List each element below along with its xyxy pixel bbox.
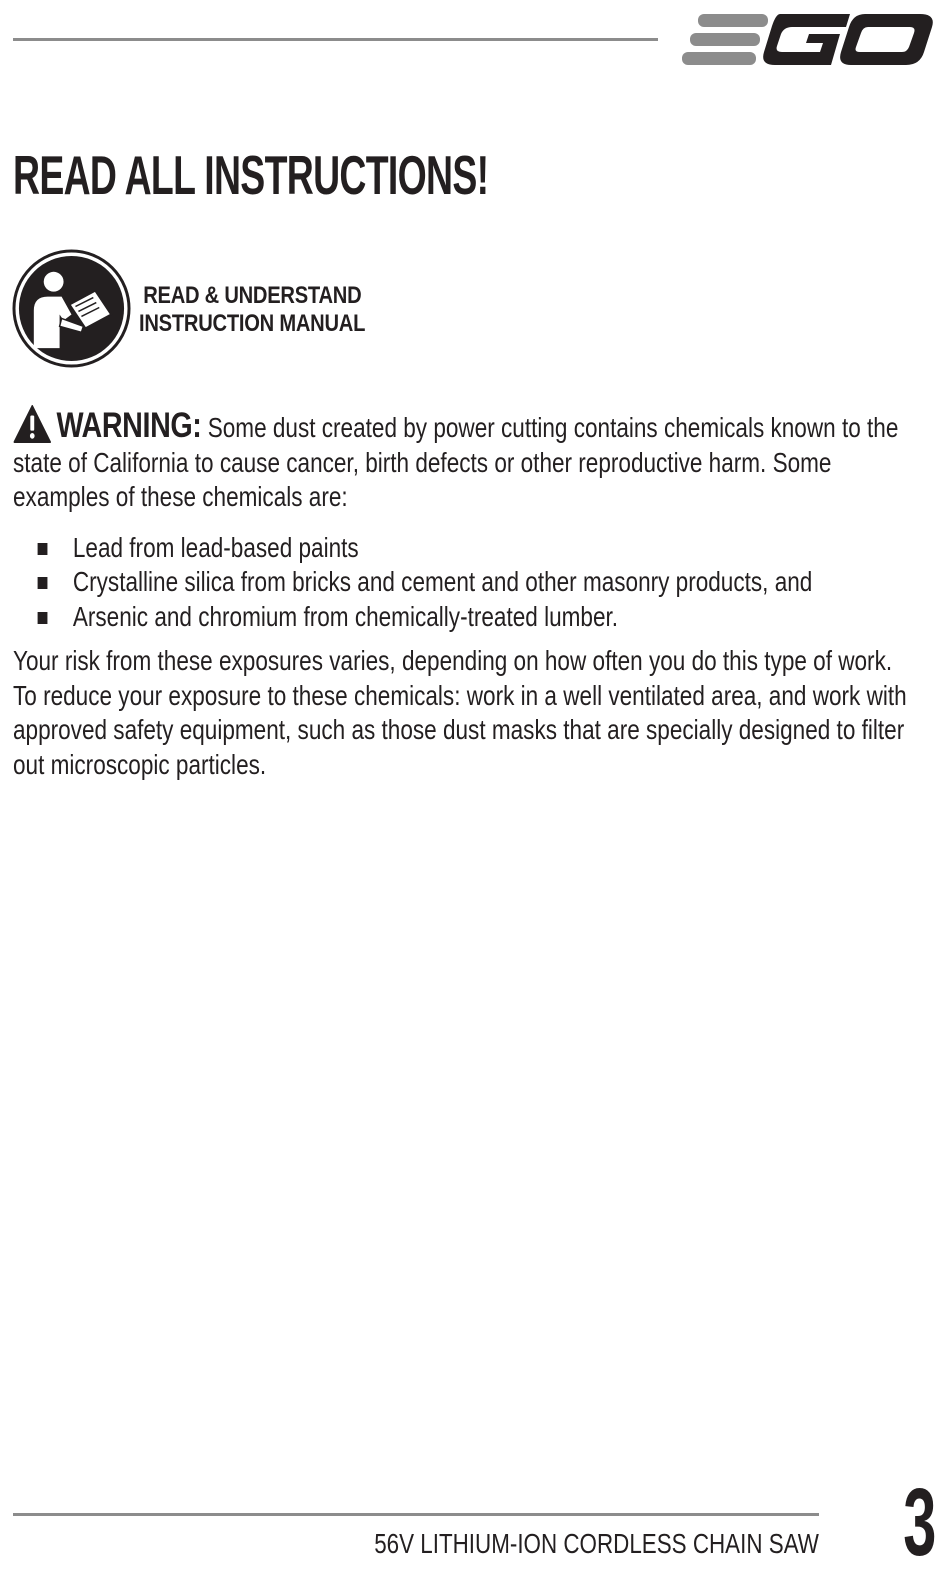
list-item-text: Arsenic and chromium from chemically-treated lumber. [72, 600, 619, 632]
chemical-examples-list [13, 531, 915, 635]
manual-caption [139, 282, 365, 338]
page-number: 3 [902, 1469, 936, 1576]
manual-caption-line1: READ & UNDERSTAND [143, 282, 362, 309]
warning-intro-text: Some dust created by power cutting contains chemicals known to the state of California to cause cancer, birth defects or other reproductive harm. Some examples of these chemicals are: [13, 412, 899, 512]
list-item [13, 531, 915, 566]
manual-caption-line2: INSTRUCTION MANUAL [139, 310, 366, 337]
list-item [13, 600, 915, 635]
warning-section [13, 405, 915, 782]
list-item-text: Crystalline silica from bricks and cement and other masonry products, and [72, 566, 813, 597]
bullet-icon [38, 577, 48, 589]
bullet-icon [38, 543, 48, 555]
footer-product-title: 56V LITHIUM-ION CORDLESS CHAIN SAW [374, 1528, 819, 1559]
footer-rule [13, 1513, 819, 1516]
warning-label: WARNING: [56, 406, 202, 445]
header-rule [13, 38, 658, 41]
list-item [13, 565, 915, 600]
page-title: READ ALL INSTRUCTIONS! [13, 144, 489, 206]
list-item-text: Lead from lead-based paints [72, 531, 359, 563]
bullet-icon [38, 612, 48, 624]
warning-closing-paragraph: Your risk from these exposures varies, depending on how often you do this type of work. To reduce your exposure to these chemicals: work in a well ventilated area, and work with approved safety equipment, such as those dust masks that are specially designed to filter out microscopic particles. [13, 645, 907, 780]
warning-triangle-icon [13, 405, 52, 443]
warning-intro-paragraph [13, 405, 915, 515]
ego-logo [680, 10, 936, 70]
read-manual-icon [12, 249, 131, 368]
